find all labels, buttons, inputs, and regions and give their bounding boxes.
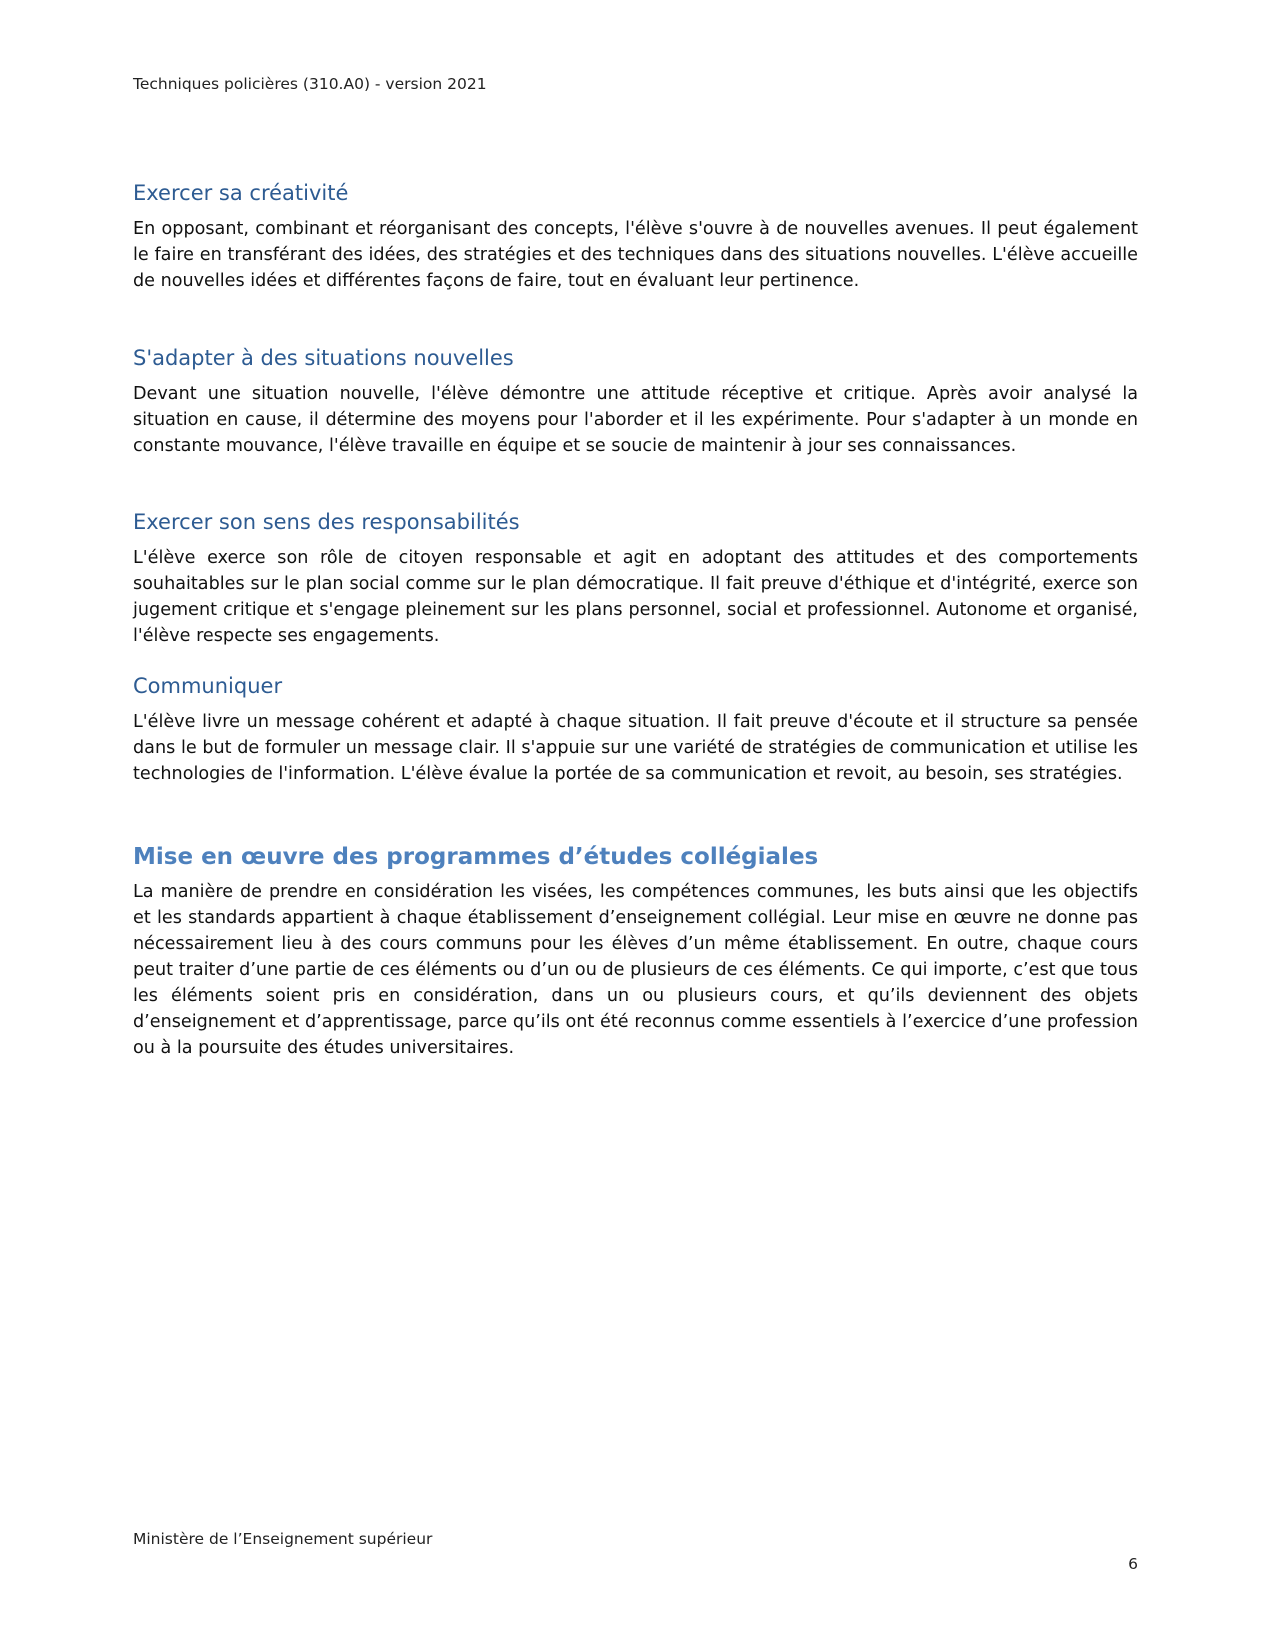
main-paragraph: La manière de prendre en considération les visées, les compétences communes, les buts ainsi que les objectifs et les standards appartient à chaque établissement d’enseignement collégial. Leur mise en œuvre ne donne pas nécessairement lieu à des cours communs pour les élèves d’un même établissement. En outre, chaque cours peut traiter d’une partie de ces éléments ou d’un ou de plusieurs de ces éléments. Ce qui importe, c’est que tous les éléments soient pris en considération, dans un ou plusieurs cours, et qu’ils deviennent des objets d’enseignement et d’apprentissage, parce qu’ils ont été reconnus comme essentiels à l’exercice d’une profession ou à la poursuite des études universitaires. (133, 882, 1138, 1058)
section-heading: Communiquer (133, 674, 283, 698)
page-number: 6 (1128, 1555, 1138, 1573)
section-adapt (133, 345, 1138, 459)
main-heading: Mise en œuvre des programmes d’études collégiales (133, 844, 819, 870)
footer-text: Ministère de l’Enseignement supérieur (133, 1530, 433, 1548)
section-responsibility (133, 509, 1138, 649)
running-header: Techniques policières (310.A0) - version 2021 (133, 75, 487, 93)
section-paragraph: En opposant, combinant et réorganisant des concepts, l'élève s'ouvre à de nouvelles avenues. Il peut également le faire en transférant des idées, des stratégies et des techniques dans des situations nouvelles. L'élève accueille de nouvelles idées et différentes façons de faire, tout en évaluant leur pertinence. (133, 219, 1138, 291)
section-paragraph: L'élève exerce son rôle de citoyen responsable et agit en adoptant des attitudes et des comportements souhaitables sur le plan social comme sur le plan démocratique. Il fait preuve d'éthique et d'intégrité, exerce son jugement critique et s'engage pleinement sur les plans personnel, social et professionnel. Autonome et organisé, l'élève respecte ses engagements. (133, 548, 1138, 646)
section-paragraph: Devant une situation nouvelle, l'élève démontre une attitude réceptive et critique. Après avoir analysé la situation en cause, il détermine des moyens pour l'aborder et il les expérimente. Pour s'adapter à un monde en constante mouvance, l'élève travaille en équipe et se soucie de maintenir à jour ses connaissances. (133, 384, 1138, 456)
section-heading: Exercer son sens des responsabilités (133, 510, 520, 534)
section-heading: S'adapter à des situations nouvelles (133, 346, 514, 370)
section-communicate (133, 673, 1138, 787)
section-heading: Exercer sa créativité (133, 181, 349, 205)
section-implementation (133, 843, 1138, 1061)
section-creativity (133, 180, 1138, 294)
section-paragraph: L'élève livre un message cohérent et adapté à chaque situation. Il fait preuve d'écoute et il structure sa pensée dans le but de formuler un message clair. Il s'appuie sur une variété de stratégies de communication et utilise les technologies de l'information. L'élève évalue la portée de sa communication et revoit, au besoin, ses stratégies. (133, 712, 1138, 784)
